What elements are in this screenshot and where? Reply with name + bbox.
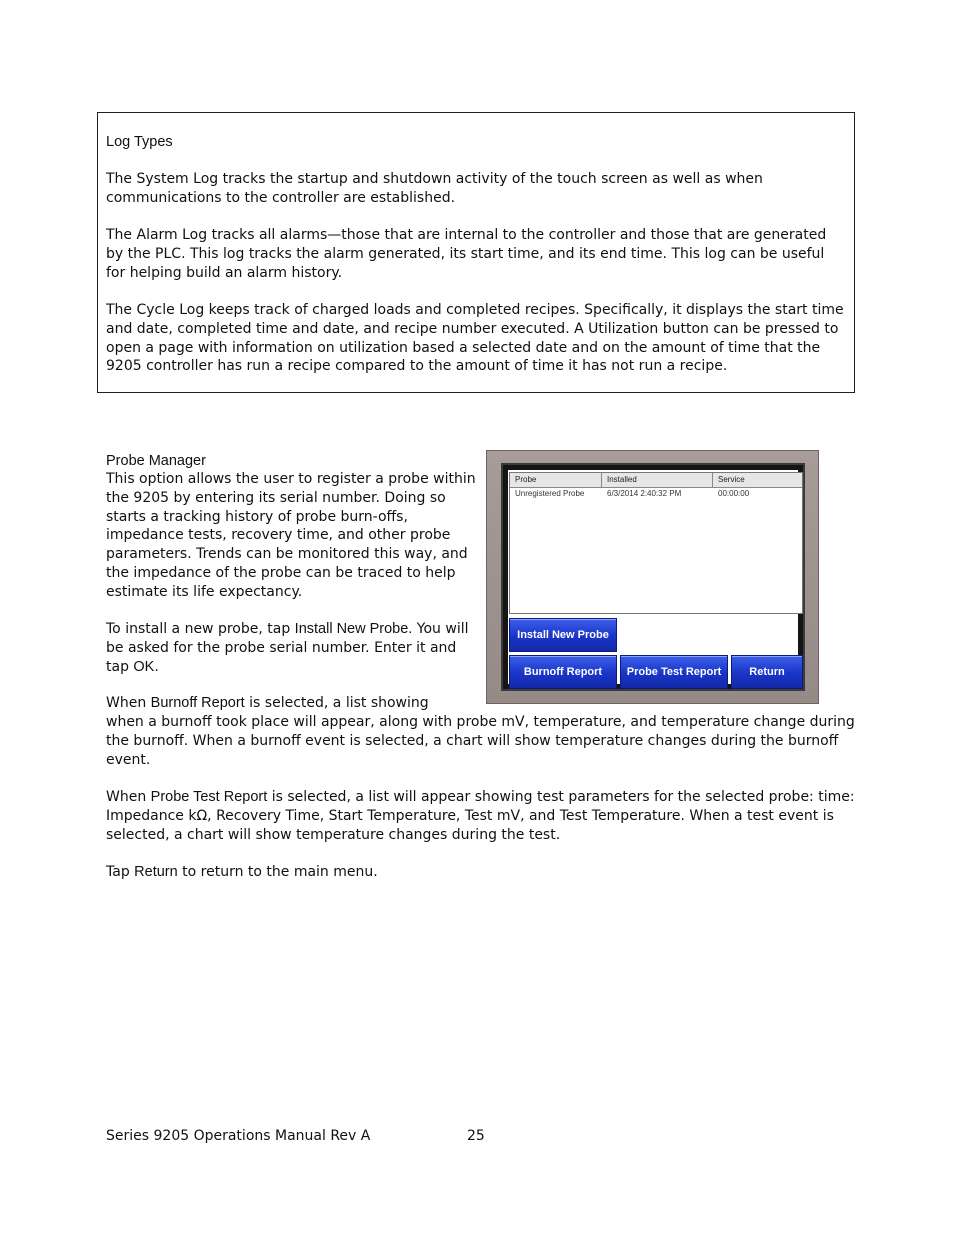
table-header — [510, 473, 802, 488]
cycle-log-paragraph: The Cycle Log keeps track of charged loads and completed recipes. Specifically, it displays the start time and date, completed time and date, and recipe number executed. A Utilization button can be pressed to open a page with information on utilization based a selected date and on the amount of time that the 9205 controller has run a recipe compared to the amount of time it has not run a recipe. — [106, 302, 844, 375]
burnoff-report-button[interactable]: Burnoff Report — [509, 655, 617, 689]
install-middle: You will be asked for the probe serial number. Enter it and tap — [106, 621, 469, 675]
burnoff-description: when a burnoff took place will appear, along with probe mV, temperature, and temperature change during the burnoff. When a burnoff event is selected, a chart will show temperature changes during the burnoff event. — [106, 714, 855, 768]
probe-manager-intro: This option allows the user to register a probe within the 9205 by entering its serial number. Doing so starts a tracking history of probe burn-offs, impedance tests, recovery time, and other probe parameters. Trends can be monitored this way, and the impedance of the probe can be traced to help estimate its life expectancy. — [106, 471, 476, 600]
return-prefix: Tap — [106, 864, 135, 880]
log-types-box — [97, 112, 855, 393]
cell-service: 00:00:00 — [718, 489, 750, 498]
ok-term: OK — [133, 658, 155, 675]
return-note — [106, 863, 856, 882]
probe-test-description — [106, 788, 856, 844]
probe-list-table — [509, 472, 803, 614]
column-header-installed[interactable]: Installed — [602, 473, 713, 487]
cell-installed: 6/3/2014 2:40:32 PM — [607, 489, 682, 498]
probe-test-term: Probe Test Report — [150, 789, 268, 805]
burnoff-line-1 — [106, 694, 478, 713]
burnoff-term: Burnoff Report — [150, 695, 245, 711]
probe-test-prefix: When — [106, 789, 151, 805]
install-prefix: To install a new probe, tap — [106, 621, 295, 637]
install-suffix: . — [154, 658, 159, 675]
screen-bezel — [501, 463, 805, 691]
system-log-paragraph: The System Log tracks the startup and shutdown activity of the touch screen as well as when communications to the controller are established. — [106, 171, 763, 206]
probe-manager-screenshot — [486, 450, 819, 704]
page-number: 25 — [467, 1128, 485, 1144]
install-term: Install New Probe. — [294, 621, 413, 637]
return-suffix: to return to the main menu. — [177, 864, 378, 880]
cell-probe: Unregistered Probe — [515, 489, 585, 498]
burnoff-prefix: When — [106, 695, 151, 711]
install-instructions — [106, 620, 478, 676]
return-term: Return — [134, 864, 178, 880]
probe-test-report-button[interactable]: Probe Test Report — [620, 655, 728, 689]
table-row[interactable] — [510, 489, 802, 500]
probe-test-rest: is selected, a list will appear showing test parameters for the selected probe: time: Impedance kΩ, Recovery Time, Start Temperature, Test mV, and Test Temperature. When a test event is selected, a chart will show temperature changes during the test. — [106, 789, 855, 843]
probe-manager-title: Probe Manager — [106, 453, 206, 469]
return-button[interactable]: Return — [731, 655, 803, 689]
alarm-log-paragraph: The Alarm Log tracks all alarms—those that are internal to the controller and those that are generated by the PLC. This log tracks the alarm generated, its start time, and its end time. This log can be useful for helping build an alarm history. — [106, 227, 827, 281]
touch-screen — [508, 470, 798, 684]
column-header-probe[interactable]: Probe — [510, 473, 602, 487]
footer-manual-title: Series 9205 Operations Manual Rev A — [106, 1128, 371, 1144]
install-new-probe-button[interactable]: Install New Probe — [509, 618, 617, 652]
burnoff-first-line-rest: is selected, a list showing — [244, 695, 429, 711]
log-types-title: Log Types — [106, 134, 173, 150]
column-header-service[interactable]: Service — [718, 475, 745, 484]
